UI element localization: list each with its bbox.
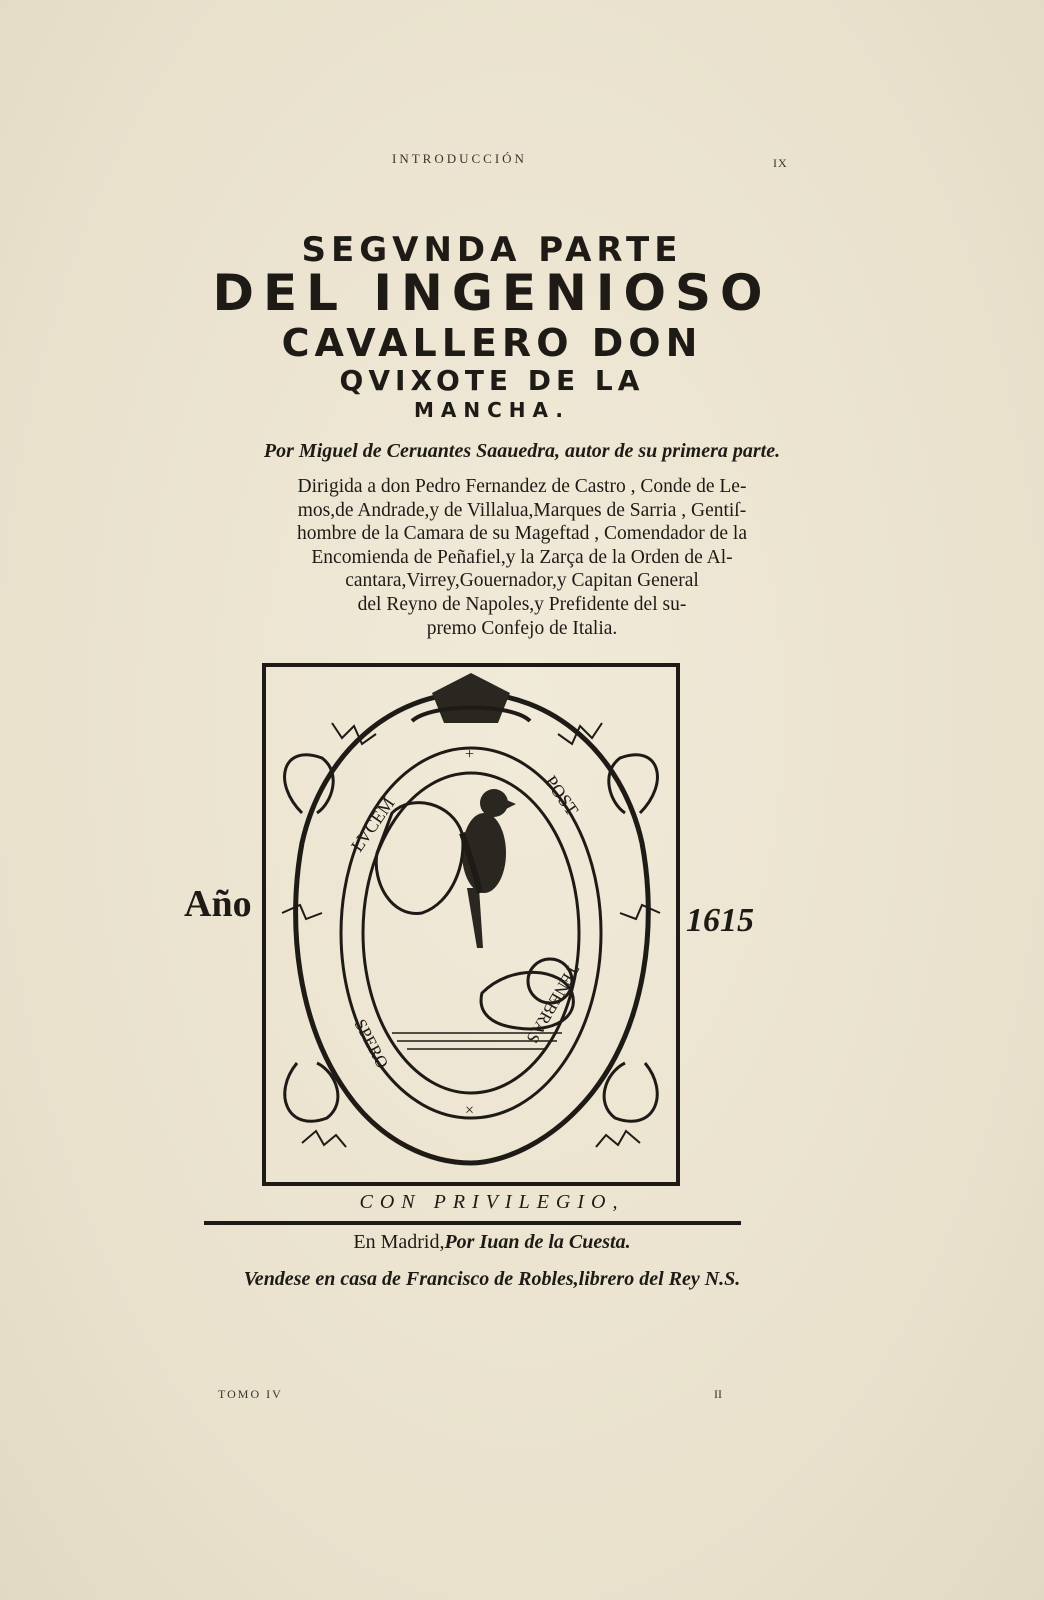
- dedication-line: hombre de la Camara de su Mageftad , Comendador de la: [297, 523, 747, 545]
- volume-label: TOMO IV: [218, 1387, 283, 1401]
- imprint-printer: Por Iuan de la Cuesta.: [444, 1231, 631, 1253]
- svg-text:×: ×: [465, 1102, 475, 1119]
- title-line-4: QVIXOTE DE LA: [339, 364, 645, 397]
- motto-left: LVCEM: [346, 793, 399, 856]
- dedication: [170, 475, 874, 640]
- author-line: Por Miguel de Ceruantes Saauedra, autor de su primera parte.: [263, 440, 781, 462]
- dedication-line: del Reyno de Napoles,y Prefidente del su-: [357, 593, 687, 615]
- imprint-line: [120, 1231, 864, 1254]
- signature-mark: II: [714, 1387, 722, 1401]
- horizontal-rule: [204, 1221, 741, 1225]
- motto-right: POST: [540, 771, 583, 820]
- year-label: Año: [184, 883, 252, 925]
- year-value: 1615: [686, 902, 754, 939]
- dedication-line: mos,de Andrade,y de Villalua,Marques de Sarria , Gentiſ-: [297, 499, 747, 521]
- dedication-line: premo Confejo de Italia.: [426, 617, 618, 639]
- svg-text:+: +: [465, 746, 475, 763]
- printers-device-woodcut: [262, 663, 680, 1186]
- imprint-place: En Madrid,: [353, 1231, 445, 1253]
- title-line-1: SEGVNDA PARTE: [301, 230, 683, 270]
- title-line-3: CAVALLERO DON: [281, 321, 703, 365]
- privilege-notice: CON PRIVILEGIO,: [359, 1191, 625, 1213]
- title-line-5: MANCHA.: [414, 398, 570, 422]
- dedication-line: Encomienda de Peñafiel,y la Zarça de la Orden de Al-: [311, 546, 733, 568]
- dedication-line: cantara,Virrey,Gouernador,y Capitan General: [345, 570, 699, 592]
- running-head: INTRODUCCIÓN: [392, 151, 527, 166]
- title-line-2: DEL INGENIOSO: [212, 264, 772, 322]
- page-number: IX: [773, 156, 788, 170]
- bookseller-line: Vendese en casa de Francisco de Robles,librero del Rey N.S.: [243, 1268, 741, 1290]
- dedication-line: Dirigida a don Pedro Fernandez de Castro , Conde de Le-: [297, 476, 747, 497]
- motto-bottom-right: TENEBRAS: [522, 961, 583, 1047]
- motto-bottom-left: SPERO: [350, 1015, 393, 1072]
